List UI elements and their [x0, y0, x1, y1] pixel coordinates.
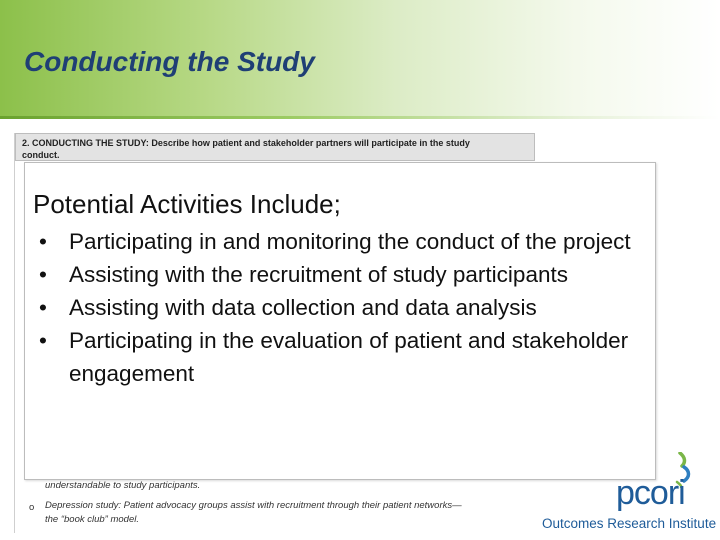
- document-text-line: the “book club” model.: [45, 514, 139, 525]
- slide-title: Conducting the Study: [24, 46, 315, 77]
- bullet-icon: •: [39, 262, 47, 287]
- document-bullet-marker: o: [29, 502, 35, 513]
- bullet-icon: •: [39, 229, 47, 254]
- activities-heading: Potential Activities Include;: [33, 189, 341, 219]
- list-item-text: Assisting with the recruitment of study participants: [69, 262, 568, 287]
- pcori-logo: [540, 452, 720, 540]
- list-item: [33, 258, 653, 291]
- list-item: [33, 324, 653, 390]
- document-text-line: understandable to study participants.: [45, 480, 201, 491]
- list-item: [33, 225, 653, 258]
- header-divider: [0, 116, 720, 119]
- bullet-icon: •: [39, 328, 47, 353]
- list-item-text: Assisting with data collection and data analysis: [69, 295, 537, 320]
- document-text-line: Depression study: Patient advocacy groups assist with recruitment through their patient networks—: [45, 500, 462, 511]
- list-item: [33, 291, 653, 324]
- document-section-heading: [15, 133, 535, 161]
- document-heading-line-2: conduct.: [22, 150, 60, 160]
- list-item-text: Participating in the evaluation of patient and stakeholder engagement: [69, 328, 629, 386]
- bullet-icon: •: [39, 295, 47, 320]
- list-item-text: Participating in and monitoring the conduct of the project: [69, 229, 631, 254]
- document-heading-line-1: 2. CONDUCTING THE STUDY: Describe how patient and stakeholder partners will participate in the study: [22, 138, 470, 148]
- pcori-wordmark: pcori: [616, 474, 685, 512]
- pcori-tagline: Outcomes Research Institute: [542, 516, 717, 531]
- document-bullet-area: [29, 479, 525, 527]
- activities-callout-box: [24, 162, 656, 480]
- activities-list: [33, 225, 653, 390]
